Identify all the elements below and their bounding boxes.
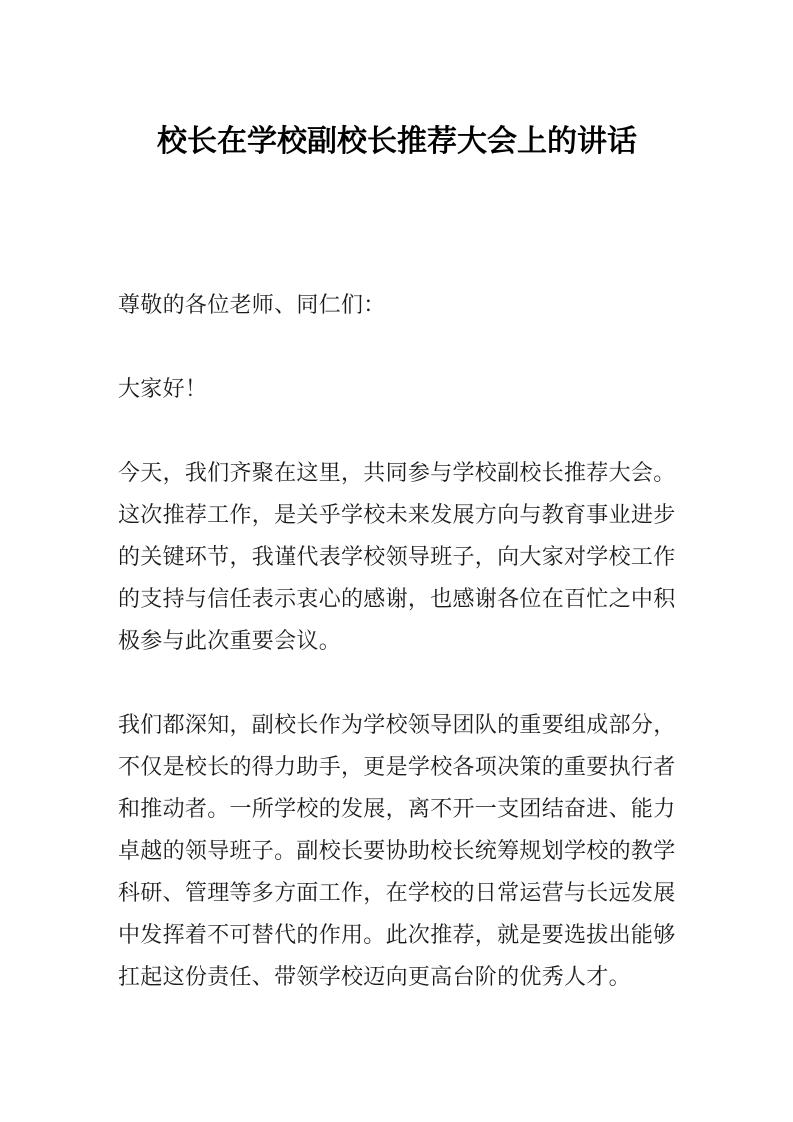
paragraph-opening-thanks: 今天，我们齐聚在这里，共同参与学校副校长推荐大会。这次推荐工作，是关乎学校未来发展方向与教育事业进步的关键环节，我谨代表学校领导班子，向大家对学校工作的支持与信任表示衷心的感谢，也感谢各位在百忙之中积极参与此次重要会议。 bbox=[118, 460, 676, 653]
document-title: 校长在学校副校长推荐大会上的讲话 bbox=[157, 125, 637, 158]
document-body bbox=[118, 284, 676, 998]
paragraph-vice-principal-role: 我们都深知，副校长作为学校领导团队的重要组成部分，不仅是校长的得力助手，更是学校各项决策的重要执行者和推动者。一所学校的发展，离不开一支团结奋进、能力卓越的领导班子。副校长要协助校长统筹规划学校的教学科研、管理等多方面工作，在学校的日常运营与长远发展中发挥着不可替代的作用。此次推荐，就是要选拔出能够扛起这份责任、带领学校迈向更高台阶的优秀人才。 bbox=[118, 712, 676, 989]
salutation-line: 尊敬的各位老师、同仁们： bbox=[118, 292, 386, 317]
greeting-line: 大家好！ bbox=[118, 376, 208, 401]
